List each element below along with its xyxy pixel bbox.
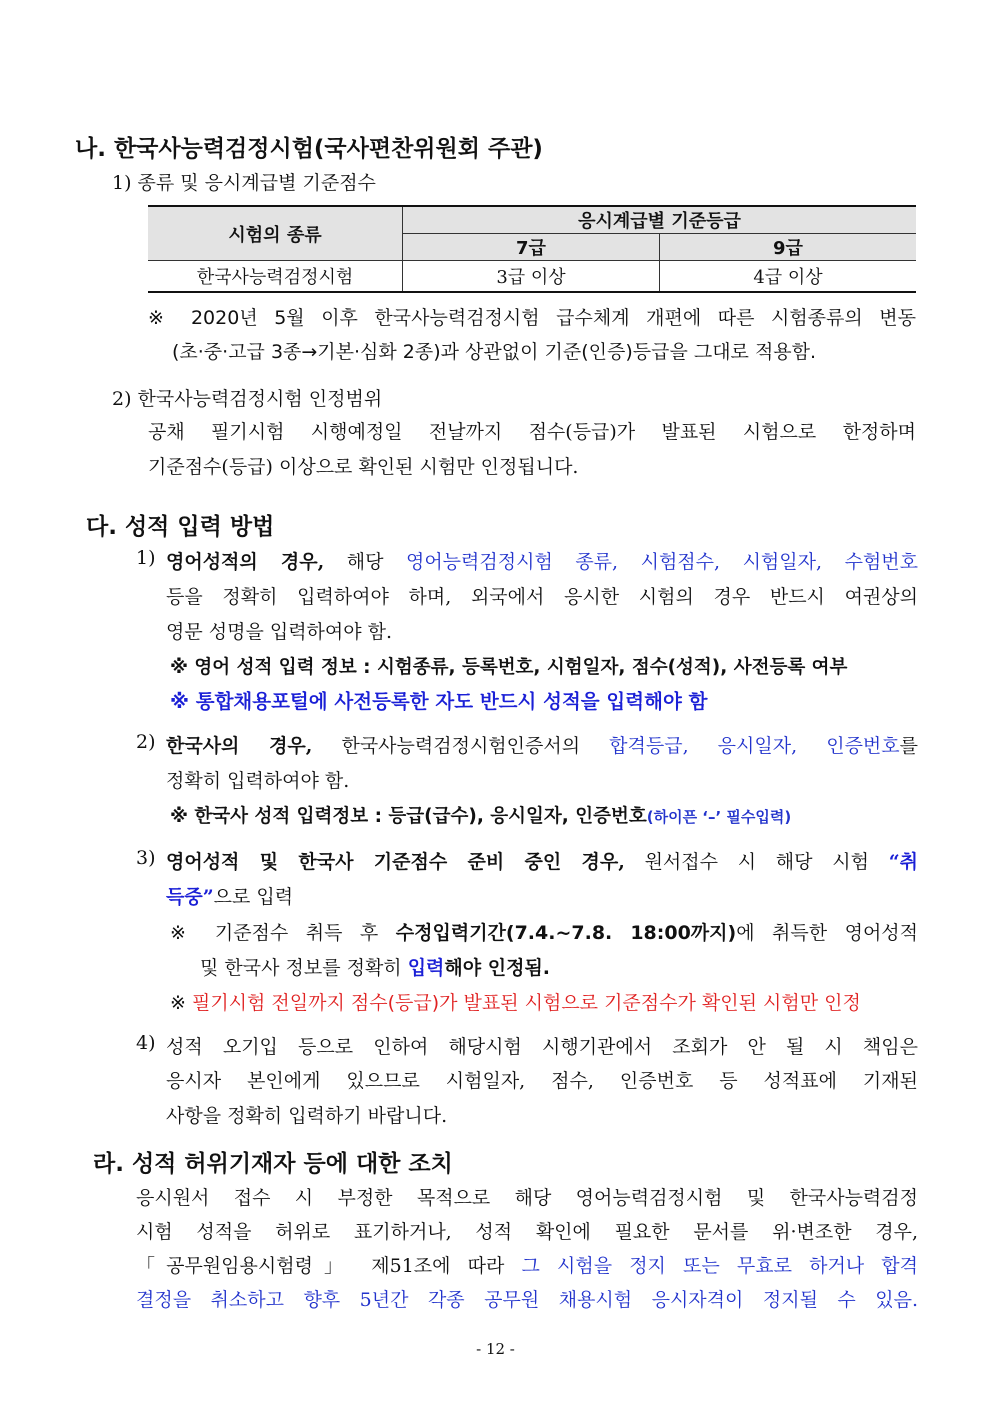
item1-line-3: 영문 성명을 입력하여야 함. [166,621,393,643]
item1-number: 1) [136,547,156,569]
note-line-1: ※ 2020년 5월 이후 한국사능력검정시험 급수체계 개편에 따른 시험종류의 변동 [148,307,916,329]
page-number: - 12 - [476,1340,515,1358]
grade-table [148,205,916,293]
item2-line-1: 공채 필기시험 시행예정일 전날까지 점수(등급)가 발표된 시험으로 한정하며 [148,421,916,443]
section-ra-line-1: 응시원서 접수 시 부정한 목적으로 해당 영어능력검정시험 및 한국사능력검정 [136,1187,918,1209]
item1-line-1: 영어성적의 경우, 해당 영어능력검정시험 종류, 시험점수, 시험일자, 수험번호 [166,551,918,573]
section-na-title: 나. 한국사능력검정시험(국사편찬위원회 주관) [75,136,543,162]
item1-note-1: ※ 영어 성적 입력 정보 : 시험종류, 등록번호, 시험일자, 점수(성적), 사전등록 여부 [170,657,848,678]
section-ra-line-3: 「공무원임용시험령」 제51조에 따라 그 시험을 정지 또는 무효로 하거나 합격 [136,1255,918,1277]
item1-note-2: ※ 통합채용포털에 사전등록한 자도 반드시 성적을 입력해야 함 [170,690,708,713]
item3-number: 3) [136,847,156,869]
col-7-header: 7급 [403,234,660,261]
item2-note: ※ 한국사 성적 입력정보 : 등급(급수), 응시일자, 인증번호(하이픈 ‘–’ 필수입력) [170,806,792,827]
col-group-header: 응시계급별 기준등급 [403,206,917,234]
item2b-line-2: 정확히 입력하여야 함. [166,770,350,792]
section-ra-title: 라. 성적 허위기재자 등에 대한 조치 [93,1151,453,1177]
item2-number: 2) [136,731,156,753]
item3-line-1: 영어성적 및 한국사 기준점수 준비 중인 경우, 원서접수 시 해당 시험 “취 [166,851,918,873]
section-na-item2: 2) 한국사능력검정시험 인정범위 [112,388,383,410]
row-9-value: 4급 이상 [660,261,917,293]
item1-line-2: 등을 정확히 입력하여야 하며, 외국에서 응시한 시험의 경우 반드시 여권상의 [166,586,918,608]
item4-line-1: 성적 오기입 등으로 인하여 해당시험 시행기관에서 조회가 안 될 시 책임은 [166,1036,918,1058]
section-ra-line-4: 결정을 취소하고 향후 5년간 각종 공무원 채용시험 응시자격이 정지될 수 있음. [136,1289,918,1311]
section-na-item1: 1) 종류 및 응시계급별 기준점수 [112,172,376,194]
section-ra-line-2: 시험 성적을 허위로 표기하거나, 성적 확인에 필요한 문서를 위·변조한 경우, [136,1221,918,1243]
note-line-2: (초·중·고급 3종→기본·심화 2종)과 상관없이 기준(인증)등급을 그대로 적용함. [172,341,817,363]
item2-line-2: 기준점수(등급) 이상으로 확인된 시험만 인정됩니다. [148,456,579,478]
row-exam-name: 한국사능력검정시험 [148,261,403,293]
item3-line-2: 득중”으로 입력 [166,886,294,908]
item3-note1-line-2: 및 한국사 정보를 정확히 입력해야 인정됨. [200,957,551,979]
col-9-header: 9급 [660,234,917,261]
item4-number: 4) [136,1032,156,1054]
col-type-header: 시험의 종류 [148,206,403,261]
item3-note2: ※ 필기시험 전일까지 점수(등급)가 발표된 시험으로 기준점수가 확인된 시험만 인정 [170,992,861,1014]
item4-line-3: 사항을 정확히 입력하기 바랍니다. [166,1105,448,1127]
section-da-title: 다. 성적 입력 방법 [86,514,275,540]
row-7-value: 3급 이상 [403,261,660,293]
item2b-line-1: 한국사의 경우, 한국사능력검정시험인증서의 합격등급, 응시일자, 인증번호를 [166,735,918,757]
item3-note1-line-1: ※ 기준점수 취득 후 수정입력기간(7.4.~7.8. 18:00까지)에 취득한 영어성적 [170,922,919,944]
item4-line-2: 응시자 본인에게 있으므로 시험일자, 점수, 인증번호 등 성적표에 기재된 [166,1070,918,1092]
